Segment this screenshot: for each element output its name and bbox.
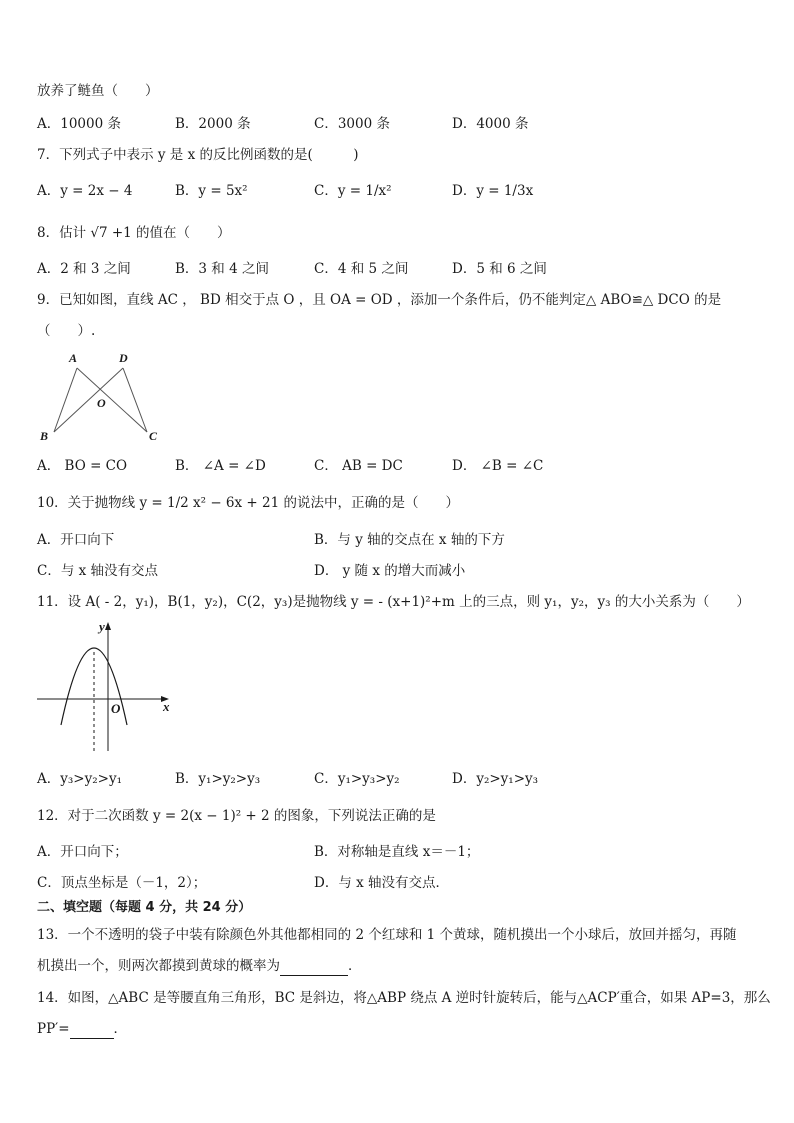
q10-option-b[interactable]: B．与 y 轴的交点在 x 轴的下方	[314, 532, 505, 548]
q6-option-c[interactable]: C．3000 条	[314, 116, 390, 132]
section-heading: 二、填空题（每题 4 分，共 24 分）	[37, 900, 252, 915]
q14-stem-end: ．	[113, 1021, 128, 1037]
q11-label-o: O	[111, 701, 121, 716]
q14-answer-blank[interactable]	[70, 1020, 114, 1039]
q11-option-a[interactable]: A．y₃>y₂>y₁	[37, 771, 122, 787]
q7-stem: 7．下列式子中表示 y 是 x 的反比例函数的是( )	[37, 147, 359, 163]
q8-option-a[interactable]: A．2 和 3 之间	[37, 261, 131, 277]
q13-stem-line1: 13．一个不透明的袋子中装有除颜色外其他都相同的 2 个红球和 1 个黄球，随机摸出一个小球后，放回并摇匀，再随	[37, 927, 737, 943]
q10-option-d[interactable]: D． y 随 x 的增大而减小	[314, 563, 466, 579]
q9-stem-paren: （ ）.	[37, 323, 96, 339]
q6-option-b[interactable]: B．2000 条	[175, 116, 251, 132]
q10-option-c[interactable]: C．与 x 轴没有交点	[37, 563, 159, 579]
q9-label-d: D	[119, 351, 128, 365]
q6-stem-tail: 放养了鲢鱼（ ）	[37, 83, 159, 99]
q8-stem: 8．估计 √7 +1 的值在（ ）	[37, 225, 231, 241]
q9-option-c[interactable]: C． AB = DC	[314, 458, 403, 474]
q12-option-a[interactable]: A．开口向下；	[37, 844, 128, 860]
q9-label-o: O	[97, 396, 106, 410]
q9-label-c: C	[149, 429, 158, 443]
q11-option-c[interactable]: C．y₁>y₃>y₂	[314, 771, 400, 787]
q8-option-b[interactable]: B．3 和 4 之间	[175, 261, 269, 277]
q9-option-a[interactable]: A． BO = CO	[37, 458, 128, 474]
q11-option-b[interactable]: B．y₁>y₂>y₃	[175, 771, 261, 787]
q13-stem-text: 机摸出一个，则两次都摸到黄球的概率为	[37, 958, 280, 974]
q12-stem: 12．对于二次函数 y = 2(x − 1)² + 2 的图象，下列说法正确的是	[37, 808, 436, 824]
q9-option-d[interactable]: D． ∠B = ∠C	[452, 458, 544, 474]
q7-option-d[interactable]: D．y = 1/3x	[452, 183, 534, 199]
q11-parabola-figure	[37, 617, 182, 757]
q11-stem: 11．设 A( - 2，y₁)，B(1，y₂)，C(2，y₃)是抛物线 y = - (x+1)²+m 上的三点，则 y₁，y₂，y₃ 的大小关系为（ ）	[37, 594, 750, 610]
q7-option-c[interactable]: C．y = 1/x²	[314, 183, 392, 199]
q12-option-c[interactable]: C．顶点坐标是（－1，2）；	[37, 875, 207, 891]
q11-label-y: y	[99, 619, 105, 634]
q9-figure	[37, 348, 167, 448]
q7-option-b[interactable]: B．y = 5x²	[175, 183, 248, 199]
q6-option-d[interactable]: D．4000 条	[452, 116, 529, 132]
q9-stem: 9．已知如图，直线 AC ， BD 相交于点 O ，且 OA = OD ，添加一个条件后，仍不能判定△ ABO≌△ DCO 的是	[37, 292, 722, 308]
q13-stem-end: ．	[348, 958, 362, 974]
q9-label-a: A	[69, 351, 78, 365]
q11-option-d[interactable]: D．y₂>y₁>y₃	[452, 771, 539, 787]
q13-stem-line2	[37, 957, 362, 976]
q10-option-a[interactable]: A．开口向下	[37, 532, 115, 548]
q11-label-x: x	[163, 699, 170, 714]
q8-option-d[interactable]: D．5 和 6 之间	[452, 261, 547, 277]
q14-stem-text: PP′=	[37, 1021, 70, 1037]
q6-option-a[interactable]: A．10000 条	[37, 116, 121, 132]
q9-label-b: B	[40, 429, 49, 443]
q12-option-d[interactable]: D．与 x 轴没有交点．	[314, 875, 450, 891]
q14-stem-line2	[37, 1020, 127, 1039]
q8-option-c[interactable]: C．4 和 5 之间	[314, 261, 409, 277]
q12-option-b[interactable]: B．对称轴是直线 x＝－1；	[314, 844, 480, 860]
q7-option-a[interactable]: A．y = 2x − 4	[37, 183, 133, 199]
q10-stem: 10．关于抛物线 y = 1/2 x² − 6x + 21 的说法中，正确的是（ ）	[37, 495, 459, 511]
q9-option-b[interactable]: B． ∠A = ∠D	[175, 458, 266, 474]
q14-stem-line1: 14．如图，△ABC 是等腰直角三角形，BC 是斜边，将△ABP 绕点 A 逆时针旋转后，能与△ACP′重合，如果 AP=3，那么	[37, 990, 771, 1006]
q13-answer-blank[interactable]	[280, 957, 348, 976]
